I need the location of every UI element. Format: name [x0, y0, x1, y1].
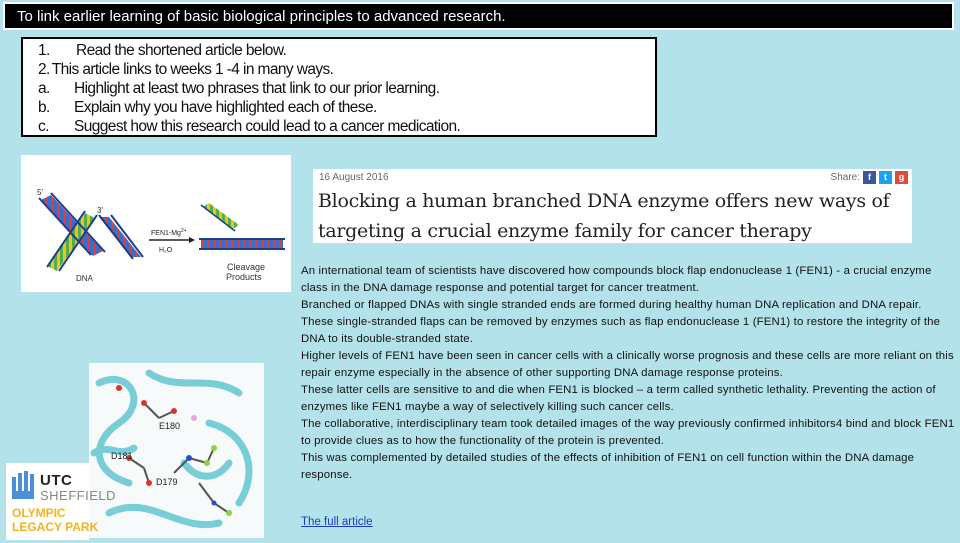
enzyme-label: $FEN1-Mg^{2+}$: [151, 228, 187, 237]
three-prime-label: 3': [97, 206, 103, 215]
page-title: To link earlier learning of basic biological principles to advanced research.: [17, 8, 506, 25]
instruction-text: Suggest how this research could lead to a cancer medication.: [74, 118, 461, 135]
five-prime-label: 5': [37, 188, 43, 197]
full-article-link[interactable]: The full article: [301, 516, 373, 528]
share-label: Share:: [830, 172, 860, 183]
instruction-text: This article links to weeks 1 -4 in many ways.: [51, 61, 334, 78]
article-paragraph: These single-stranded flaps can be removed by enzymes such as flap endonuclease 1 (FEN1) to restore the integrity of the DNA to its double-stranded state.: [301, 316, 941, 345]
logo-text: SHEFFIELD: [40, 488, 117, 503]
instruction-text: Read the shortened article below.: [76, 42, 287, 59]
branched-dna-shape: [39, 193, 143, 271]
title-bar: [3, 2, 954, 30]
instruction-text: Explain why you have highlighted each of these.: [74, 99, 377, 116]
instruction-number: c.: [38, 118, 49, 135]
dna-diagram-svg: [21, 155, 291, 292]
article-paragraph: Higher levels of FEN1 have been seen in cancer cells with a clinically worse prognosis and these cells are more reliant on this repair enzyme especially in the absence of other supporting DNA damage response proteins.: [301, 350, 954, 379]
instruction-number: b.: [38, 99, 50, 116]
article-body: [301, 263, 960, 484]
hand-logo-icon: [10, 471, 40, 501]
product-label: Cleavage: [227, 262, 266, 272]
product-duplex: [199, 239, 285, 249]
water-label: H₂O: [159, 247, 173, 254]
dna-label: DNA: [76, 274, 93, 283]
article-paragraph: The collaborative, interdisciplinary team took detailed images of the way previously confirmed inhibitors4 bind and block FEN1 to provide clues as to how the functionality of the protein is prevented.: [301, 418, 955, 447]
instruction-item: [38, 98, 655, 117]
article-paragraph: These latter cells are sensitive to and die when FEN1 is blocked – a term called synthetic lethality. Preventing the action of enzymes like FEN1 maybe a way of selectively killing such cancer cells.: [301, 384, 936, 413]
instruction-number: 2.: [38, 61, 50, 78]
dna-cleavage-diagram: [21, 155, 291, 292]
logo-text: OLYMPIC: [12, 506, 66, 520]
instructions-box: [21, 37, 657, 137]
protein-structure-image: [89, 363, 264, 538]
logo-text: LEGACY PARK: [12, 520, 99, 534]
facebook-icon[interactable]: f: [863, 171, 876, 184]
product-label-2: Products: [226, 272, 262, 282]
instruction-item: [38, 79, 655, 98]
instruction-text: Highlight at least two phrases that link to our prior learning.: [74, 80, 440, 97]
residue-label: D179: [156, 477, 178, 487]
instruction-number: a.: [38, 80, 50, 97]
instruction-item: [38, 117, 655, 136]
article-paragraph: An international team of scientists have discovered how compounds block flap endonuclease 1 (FEN1) - a crucial enzyme class in the DNA damage response and potential target for cancer treatment.: [301, 265, 932, 294]
google-plus-icon[interactable]: g: [895, 171, 908, 184]
residue-label: D181: [111, 451, 133, 461]
instruction-item: [38, 41, 655, 60]
news-title: Blocking a human branched DNA enzyme offers new ways of targeting a crucial enzyme family for cancer therapy: [318, 190, 890, 242]
school-logo: [6, 463, 117, 540]
protein-structure-svg: [89, 363, 264, 538]
news-date: 16 August 2016: [319, 172, 389, 183]
instruction-item: [38, 60, 655, 79]
residue-label: E180: [159, 421, 181, 431]
article-paragraph: Branched or flapped DNAs with single stranded ends are formed during healthy human DNA replication and DNA repair.: [301, 299, 922, 311]
share-bar: [831, 171, 908, 184]
news-header: [313, 169, 912, 243]
cleaved-flap: [201, 203, 239, 231]
instruction-number: 1.: [38, 42, 50, 59]
logo-text: UTC: [40, 472, 73, 489]
article-paragraph: This was complemented by detailed studies of the effects of inhibition of FEN1 on cell function within the DNA damage response.: [301, 452, 915, 481]
twitter-icon[interactable]: t: [879, 171, 892, 184]
